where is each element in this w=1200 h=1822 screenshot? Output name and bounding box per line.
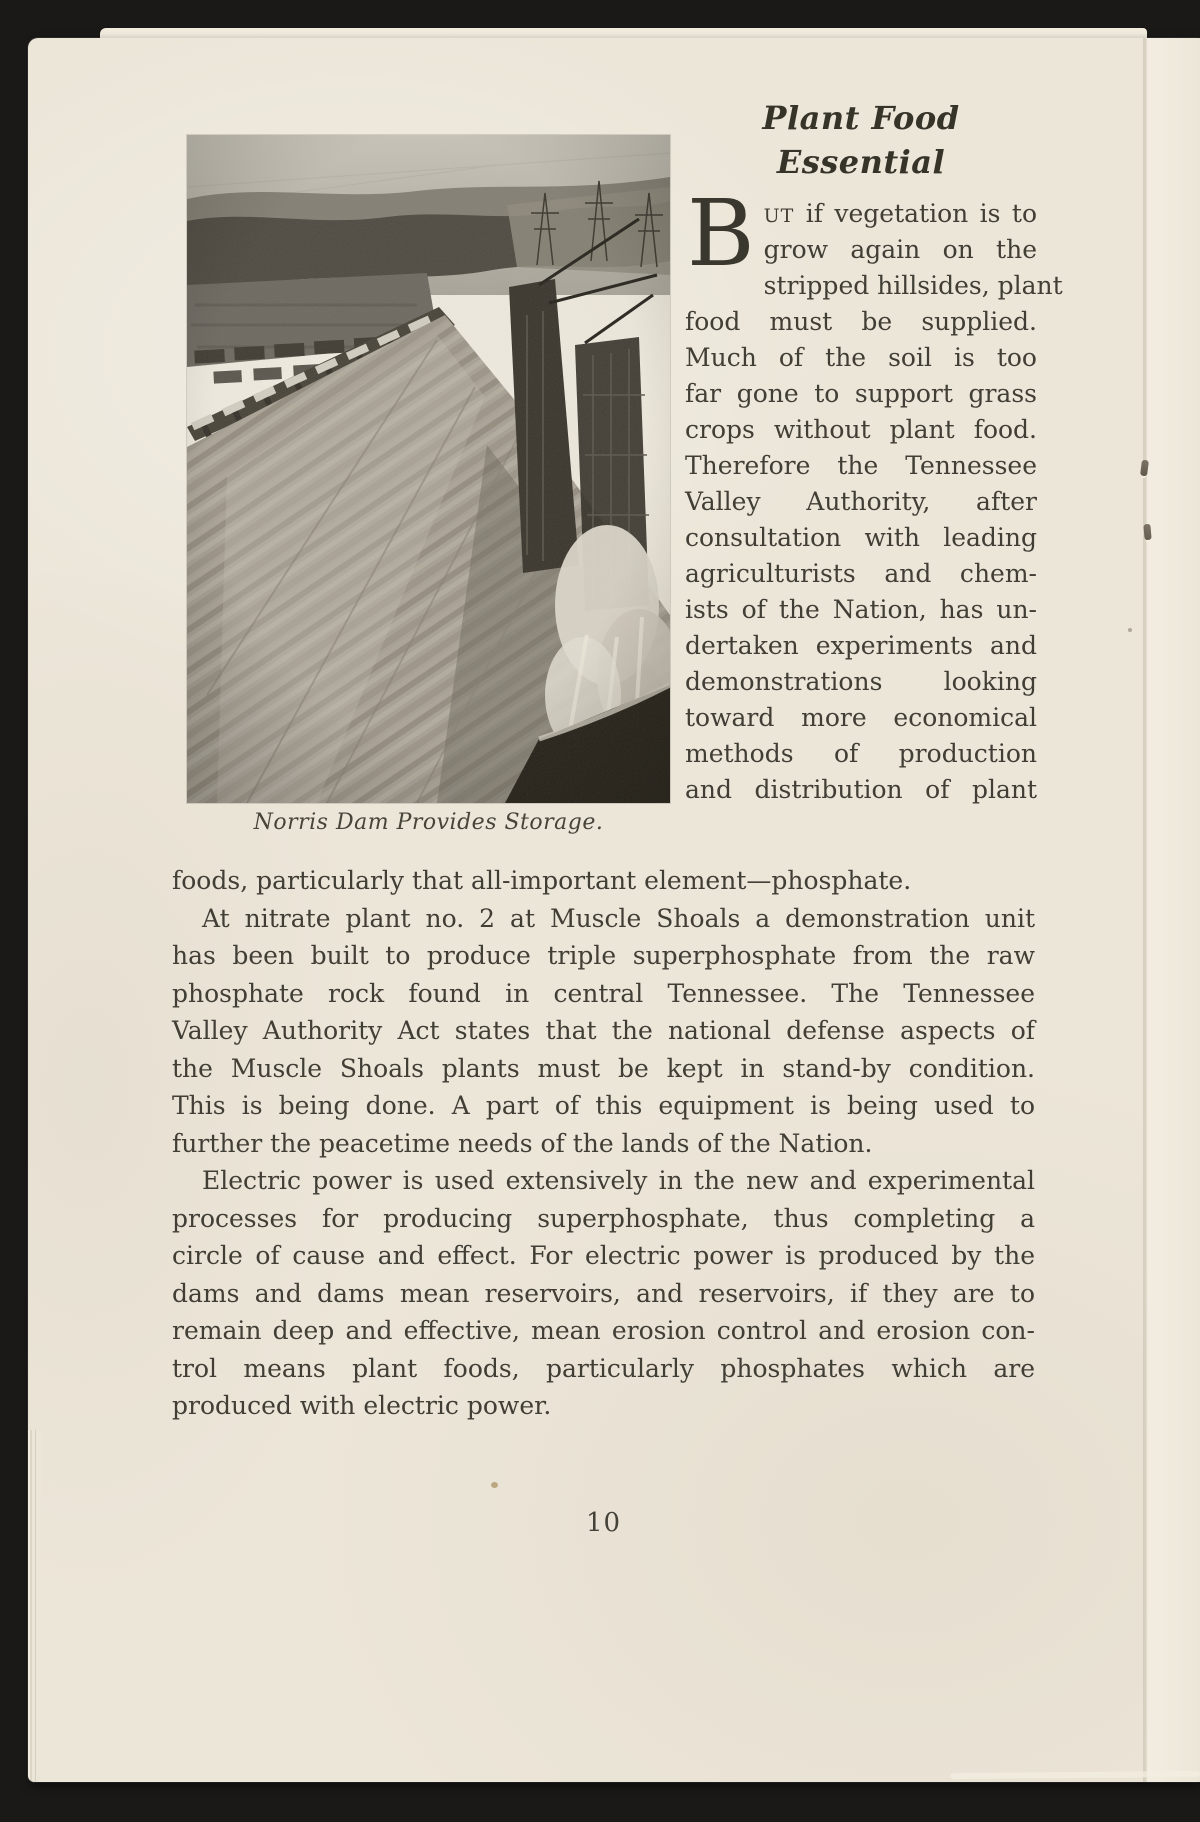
paper-speck	[491, 1482, 498, 1488]
text-line: At nitrate plant no. 2 at Muscle Shoals a demonstration unit	[202, 903, 1035, 933]
paper-speck	[1128, 628, 1132, 632]
right-text-column	[685, 180, 1063, 808]
text-line: the Muscle Shoals plants must be kept in stand-by condition.	[172, 1053, 1035, 1083]
text-line: produced with electric power.	[172, 1391, 552, 1420]
section-heading	[685, 96, 1037, 184]
text-line: far gone to support grass	[685, 379, 1037, 408]
binding-crease	[1143, 38, 1148, 1782]
text-line: and distribution of plant	[685, 775, 1037, 804]
text-line: Valley Authority Act states that the national defense aspects of	[172, 1016, 1035, 1045]
text-line: further the peacetime needs of the lands of the Nation.	[172, 1128, 873, 1158]
text-line: ists of the Nation, has un-	[685, 595, 1037, 624]
text-line: toward more economical	[685, 703, 1037, 732]
text-line: demonstrations looking	[685, 667, 1037, 696]
text-line: methods of production	[685, 739, 1037, 768]
body-text	[172, 862, 1035, 1425]
text-line: dertaken experiments and	[685, 631, 1037, 660]
text-line: Therefore the Tennessee	[685, 451, 1037, 480]
page-number: 10	[585, 1508, 622, 1538]
text-line: processes for producing superphosphate, thus completing a	[172, 1203, 1035, 1233]
text-line: UT if vegetation is to	[763, 199, 1037, 228]
photo-caption: Norris Dam Provides Storage.	[253, 810, 604, 835]
text-line: Electric power is used extensively in the new and experimental	[202, 1166, 1035, 1195]
text-line: crops without plant food.	[685, 415, 1037, 444]
text-line: circle of cause and effect. For electric power is produced by the	[172, 1241, 1035, 1270]
text-line: food must be supplied.	[685, 307, 1037, 336]
text-line: Valley Authority, after	[685, 487, 1037, 516]
heading-line-2: Essential	[776, 143, 946, 181]
text-line: phosphate rock found in central Tennessee. The Tennessee	[172, 978, 1035, 1008]
drop-cap: B	[687, 180, 755, 287]
photo-vignette	[187, 135, 670, 803]
text-line: consultation with leading	[685, 523, 1037, 552]
text-line: stripped hillsides, plant	[763, 271, 1063, 300]
text-line: dams and dams mean reservoirs, and reservoirs, if they are to	[172, 1278, 1035, 1308]
text-line: foods, particularly that all-important element—phosphate.	[172, 866, 912, 895]
binding-stitch	[1143, 524, 1151, 541]
text-line: trol means plant foods, particularly phosphates which are	[172, 1353, 1035, 1383]
page-gutter-margin	[1148, 38, 1200, 1782]
text-line: grow again on the	[763, 235, 1037, 264]
text-line: remain deep and effective, mean erosion control and erosion con-	[172, 1316, 1035, 1345]
small-caps: UT	[763, 205, 795, 227]
page-stack-edges	[28, 1430, 41, 1782]
text-line: Much of the soil is too	[685, 343, 1037, 372]
text-line: agriculturists and chem-	[685, 559, 1037, 588]
text-line: This is being done. A part of this equipment is being used to	[172, 1091, 1035, 1120]
heading-line-1: Plant Food	[762, 99, 960, 137]
norris-dam-photo	[187, 135, 670, 803]
text-line: has been built to produce triple superphosphate from the raw	[172, 941, 1035, 970]
